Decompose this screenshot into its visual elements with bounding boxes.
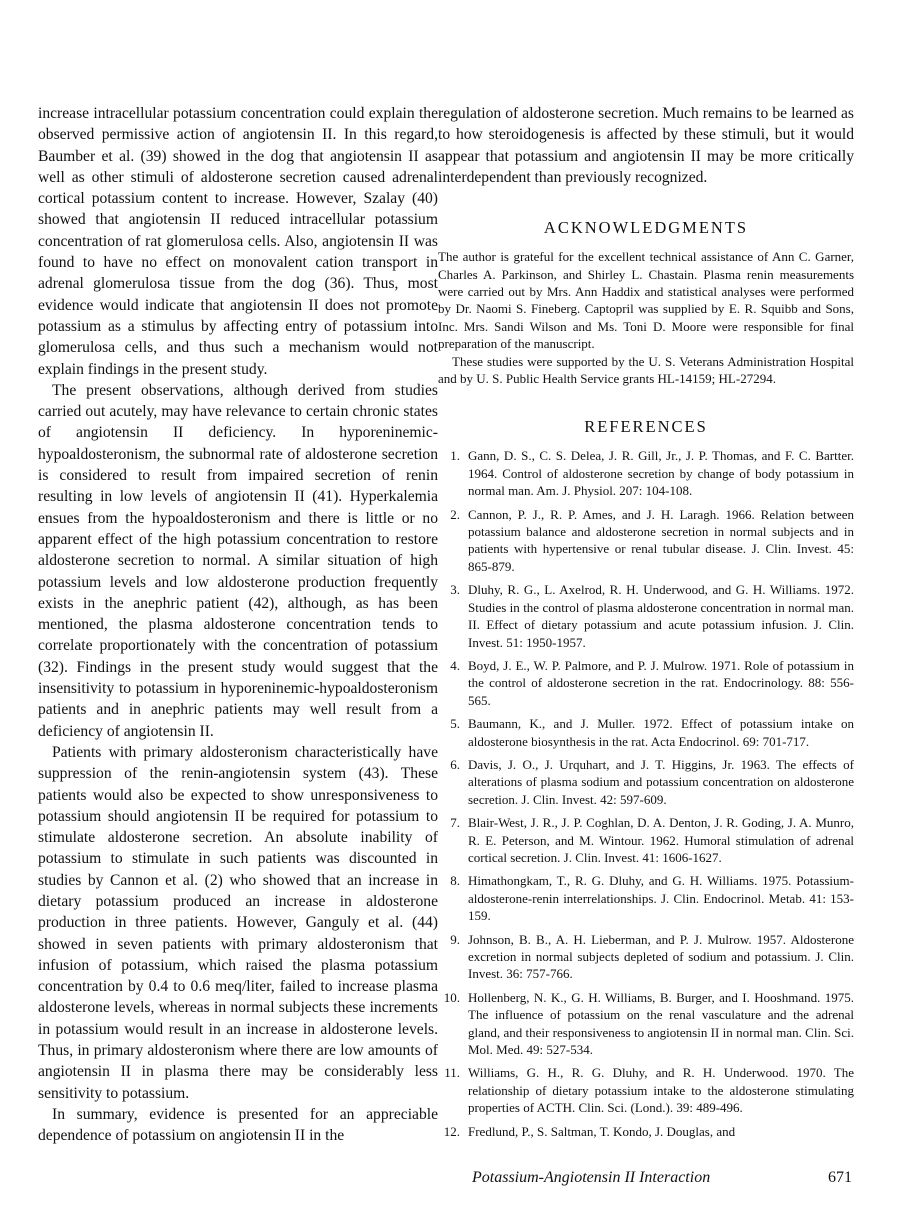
- page-footer: [472, 1169, 852, 1187]
- reference-item: 12. Fredlund, P., S. Saltman, T. Kondo, J. Douglas, and: [443, 1123, 736, 1139]
- acknowledgments-heading: ACKNOWLEDGMENTS: [543, 218, 749, 238]
- references-heading: REFERENCES: [584, 417, 708, 437]
- page-number: 671: [828, 1169, 852, 1186]
- reference-item: 9. Johnson, B. B., A. H. Lieberman, and P. J. Mulrow. 1957. Aldosterone excretion in normal subjects depleted of sodium and potassium. J. Clin. Invest. 36: 757-766.: [450, 931, 854, 982]
- acknowledgments-paragraph: The author is grateful for the excellent technical assistance of Ann C. Garner, Charles A. Parkinson, and Shirley L. Chastain. Plasma renin measurements were carried out by Mrs. Ann Haddix and statistical analyses were performed by Dr. Naomi S. Fineberg. Captopril was supplied by E. R. Squibb and Sons, Inc. Mrs. Sandi Wilson and Ms. Toni D. Moore were responsible for final preparation of the manuscript.: [438, 249, 854, 352]
- reference-item: 8. Himathongkam, T., R. G. Dluhy, and G. H. Williams. 1975. Potassium-aldosterone-renin interrelationships. J. Clin. Endocrinol. Metab. 41: 153-159.: [450, 873, 854, 924]
- body-paragraph: regulation of aldosterone secretion. Much remains to be learned as to how steroidogenesis is affected by these stimuli, but it would appear that potassium and angiotensin II may be more critically interdependent than previously recognized.: [438, 105, 854, 186]
- reference-item: 7. Blair-West, J. R., J. P. Coghlan, D. A. Denton, J. R. Goding, J. A. Munro, R. E. Peterson, and M. Wintour. 1962. Humoral stimulation of adrenal cortical secretion. J. Clin. Invest. 41: 1606-1627.: [450, 815, 854, 865]
- left-column: [38, 103, 438, 1147]
- reference-item: 5. Baumann, K., and J. Muller. 1972. Effect of potassium intake on aldosterone biosynthesis in the rat. Acta Endocrinol. 69: 701-717.: [450, 716, 854, 749]
- body-paragraph: In summary, evidence is presented for an appreciable dependence of potassium on angiotensin II in the: [38, 1105, 438, 1145]
- right-column: [438, 103, 854, 1146]
- reference-item: 6. Davis, J. O., J. Urquhart, and J. T. Higgins, Jr. 1963. The effects of alterations of plasma sodium and potassium concentration on aldosterone secretion. J. Clin. Invest. 42: 597-609.: [450, 756, 854, 807]
- acknowledgments-paragraph: These studies were supported by the U. S. Veterans Administration Hospital and by U. S. Public Health Service grants HL-14159; HL-27294.: [438, 353, 854, 387]
- reference-item: 1. Gann, D. S., C. S. Delea, J. R. Gill, Jr., J. P. Thomas, and F. C. Bartter. 1964. Control of aldosterone secretion by change of body potassium in normal man. Am. J. Physiol. 207: 104-108.: [450, 448, 854, 499]
- body-paragraph: Patients with primary aldosteronism characteristically have suppression of the renin-angiotensin system (43). These patients would also be expected to show unresponsiveness to potassium should angiotensin II be required for potassium to stimulate aldosterone secretion. An absolute inability of potassium to stimulate in such patients was discounted in studies by Cannon et al. (2) who showed that an increase in dietary potassium produced an increase in aldosterone production in three patients. However, Ganguly et al. (44) showed in seven patients with primary aldosteronism that infusion of potassium, which raised the plasma potassium concentration by 0.4 to 0.6 meq/liter, failed to increase plasma aldosterone levels, whereas in normal subjects these increments in potassium would result in an increase in aldosterone levels. Thus, in primary aldosteronism where there are low amounts of angiotensin II in plasma there may be considerably less sensitivity to potassium.: [38, 743, 438, 1102]
- reference-item: 3. Dluhy, R. G., L. Axelrod, R. H. Underwood, and G. H. Williams. 1972. Studies in the control of plasma aldosterone concentration in normal man. II. Effect of dietary potassium and acute potassium infusion. J. Clin. Invest. 51: 1950-1957.: [450, 582, 854, 650]
- body-paragraph: increase intracellular potassium concentration could explain the observed permissive action of angiotensin II. In this regard, Baumber et al. (39) showed in the dog that angiotensin II as well as other stimuli of aldosterone secretion caused adrenal cortical potassium content to increase. However, Szalay (40) showed that angiotensin II reduced intracellular potassium concentration of rat glomerulosa cells. Also, angiotensin II was found to have no effect on monovalent cation transport in adrenal glomerulosa tissue from the dog (36). Thus, most evidence would indicate that angiotensin II does not promote potassium as a stimulus by affecting entry of potassium into glomerulosa cells, and thus such a mechanism would not explain findings in the present study.: [38, 105, 438, 378]
- reference-item: 11. Williams, G. H., R. G. Dluhy, and R. H. Underwood. 1970. The relationship of dietary potassium intake to the aldosterone stimulating properties of ACTH. Clin. Sci. (Lond.). 39: 489-496.: [444, 1065, 854, 1116]
- body-paragraph: The present observations, although derived from studies carried out acutely, may have relevance to certain chronic states of angiotensin II deficiency. In hyporeninemic-hypoaldosteronism, the subnormal rate of aldosterone secretion is considered to result from impaired secretion of renin resulting in low levels of angiotensin II (41). Hyperkalemia ensues from the hypoaldosteronism and there is little or no apparent effect of the high potassium concentration to restore aldosterone secretion to normal. A similar situation of high potassium levels and low aldosterone production frequently exists in the anephric patient (42), although, as has been mentioned, the plasma aldosterone concentration tends to correlate proportionately with the concentration of potassium (32). Findings in the present study would suggest that the insensitivity to potassium in hyporeninemic-hypoaldosteronism patients and in anephric patients may well result from a deficiency of angiotensin II.: [38, 381, 438, 740]
- reference-list: [438, 447, 854, 1140]
- reference-item: 10. Hollenberg, N. K., G. H. Williams, B. Burger, and I. Hooshmand. 1975. The influence of potassium on the renal vasculature and the adrenal gland, and their responsiveness to angiotensin II in normal man. Clin. Sci. Mol. Med. 49: 527-534.: [443, 989, 854, 1058]
- reference-item: 2. Cannon, P. J., R. P. Ames, and J. H. Laragh. 1966. Relation between potassium balance and aldosterone secretion in normal subjects and in patients with hypertensive or renal tubular disease. J. Clin. Invest. 45: 865-879.: [450, 506, 854, 574]
- reference-item: 4. Boyd, J. E., W. P. Palmore, and P. J. Mulrow. 1971. Role of potassium in the control of aldosterone secretion in the rat. Endocrinology. 88: 556-565.: [450, 657, 854, 708]
- running-title: Potassium-Angiotensin II Interaction: [472, 1169, 711, 1186]
